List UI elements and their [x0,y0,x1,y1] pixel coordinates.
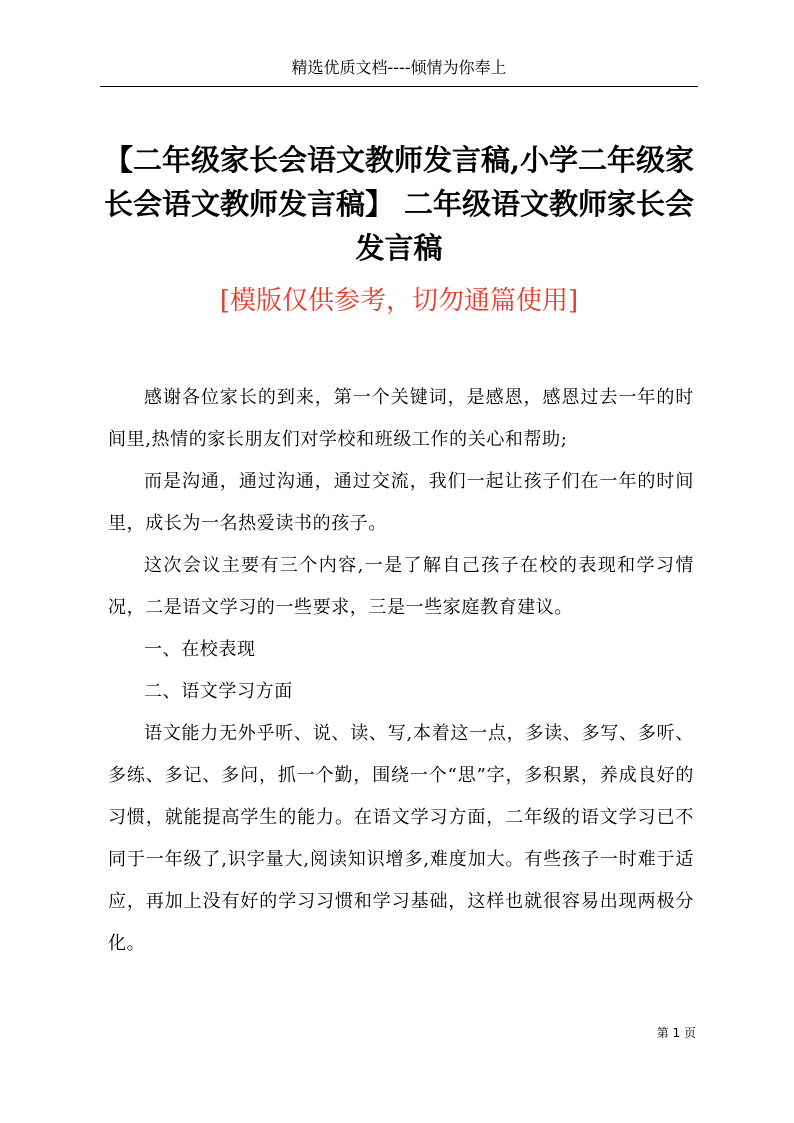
paragraph-3: 这次会议主要有三个内容,一是了解自己孩子在校的表现和学习情况，二是语文学习的一些要求，三是一些家庭教育建议。 [108,555,694,618]
document-title: 【二年级家长会语文教师发言稿,小学二年级家长会语文教师发言稿】 二年级语文教师家长会发言稿 [103,143,695,265]
page-number: 第 1 页 [656,1026,696,1040]
page-header [100,54,698,87]
paragraph-2: 而是沟通，通过沟通，通过交流，我们一起让孩子们在一年的时间里，成长为一名热爱读书的孩子。 [108,471,694,534]
header-text: 精选优质文档----倾情为你奉上 [291,58,507,77]
section-heading-school-performance: 一、在校表现 [144,639,256,660]
paragraph-6: 语文能力无外乎听、说、读、写,本着这一点，多读、多写、多听、多练、多记、多问，抓一个勤，围绕一个“思”字，多积累，养成良好的习惯，就能提高学生的能力。在语文学习方面，二年级的语文学习已不同于一年级了,识字量大,阅读知识增多,难度加大。有些孩子一时难于适应，再加上没有好的学习习惯和学习基础，这样也就很容易出现两极分化。 [108,723,694,954]
document-body [108,377,694,965]
paragraph-1: 感谢各位家长的到来，第一个关键词，是感恩，感恩过去一年的时间里,热情的家长朋友们对学校和班级工作的关心和帮助; [108,387,694,450]
section-heading-chinese-learning: 二、语文学习方面 [144,681,293,702]
document-subtitle: [模版仅供参考，切勿通篇使用] [219,286,579,316]
